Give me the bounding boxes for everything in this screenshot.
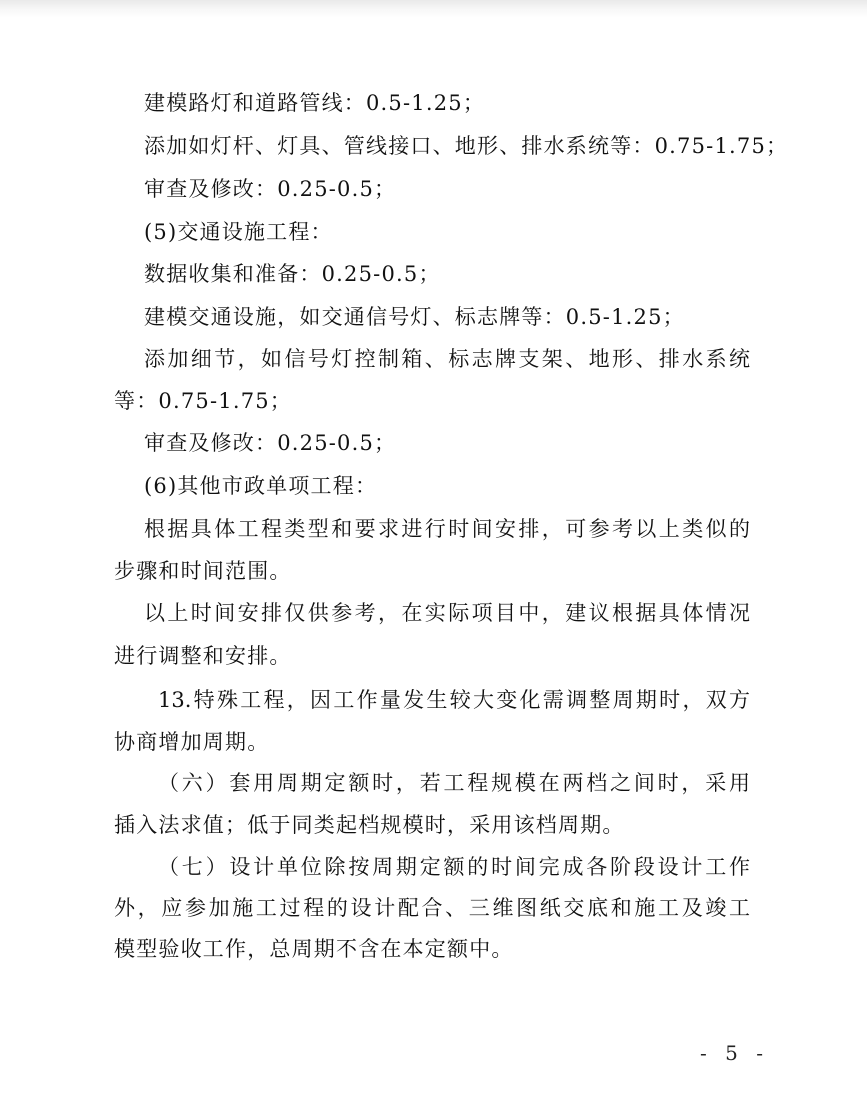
page-top-shadow xyxy=(0,0,867,18)
text-line: 审查及修改：0.25-0.5； xyxy=(144,177,397,201)
text-line: 添加如灯杆、灯具、管线接口、地形、排水系统等：0.75-1.75； xyxy=(144,134,789,158)
text-line: 以上时间安排仅供参考，在实际项目中，建议根据具体情况 xyxy=(144,601,750,625)
page-number: - 5 - xyxy=(700,1041,769,1065)
text-line: 建模交通设施，如交通信号灯、标志牌等：0.5-1.25； xyxy=(144,305,685,329)
text-line: 步骤和时间范围。 xyxy=(114,559,292,583)
text-line: (6)其他市政单项工程： xyxy=(144,474,378,498)
text-line: 协商增加周期。 xyxy=(114,730,270,754)
text-line: （六）套用周期定额时，若工程规模在两档之间时，采用 xyxy=(158,771,750,795)
text-line: 数据收集和准备：0.25-0.5； xyxy=(144,262,441,286)
text-line: 插入法求值；低于同类起档规模时，采用该档周期。 xyxy=(114,813,625,837)
text-line: 13.特殊工程，因工作量发生较大变化需调整周期时，双方 xyxy=(158,688,750,712)
text-line: 进行调整和安排。 xyxy=(114,644,292,668)
text-line: 审查及修改：0.25-0.5； xyxy=(144,431,397,455)
text-line: 添加细节，如信号灯控制箱、标志牌支架、地形、排水系统 xyxy=(144,347,750,371)
text-line: 等：0.75-1.75； xyxy=(114,389,293,413)
text-line: 模型验收工作，总周期不含在本定额中。 xyxy=(114,937,514,961)
text-line: 建模路灯和道路管线：0.5-1.25； xyxy=(144,91,486,115)
text-line: (5)交通设施工程： xyxy=(144,220,333,244)
text-line: 外，应参加施工过程的设计配合、三维图纸交底和施工及竣工 xyxy=(114,896,750,920)
text-line: 根据具体工程类型和要求进行时间安排，可参考以上类似的 xyxy=(144,517,750,541)
text-line: （七）设计单位除按周期定额的时间完成各阶段设计工作 xyxy=(158,855,750,879)
